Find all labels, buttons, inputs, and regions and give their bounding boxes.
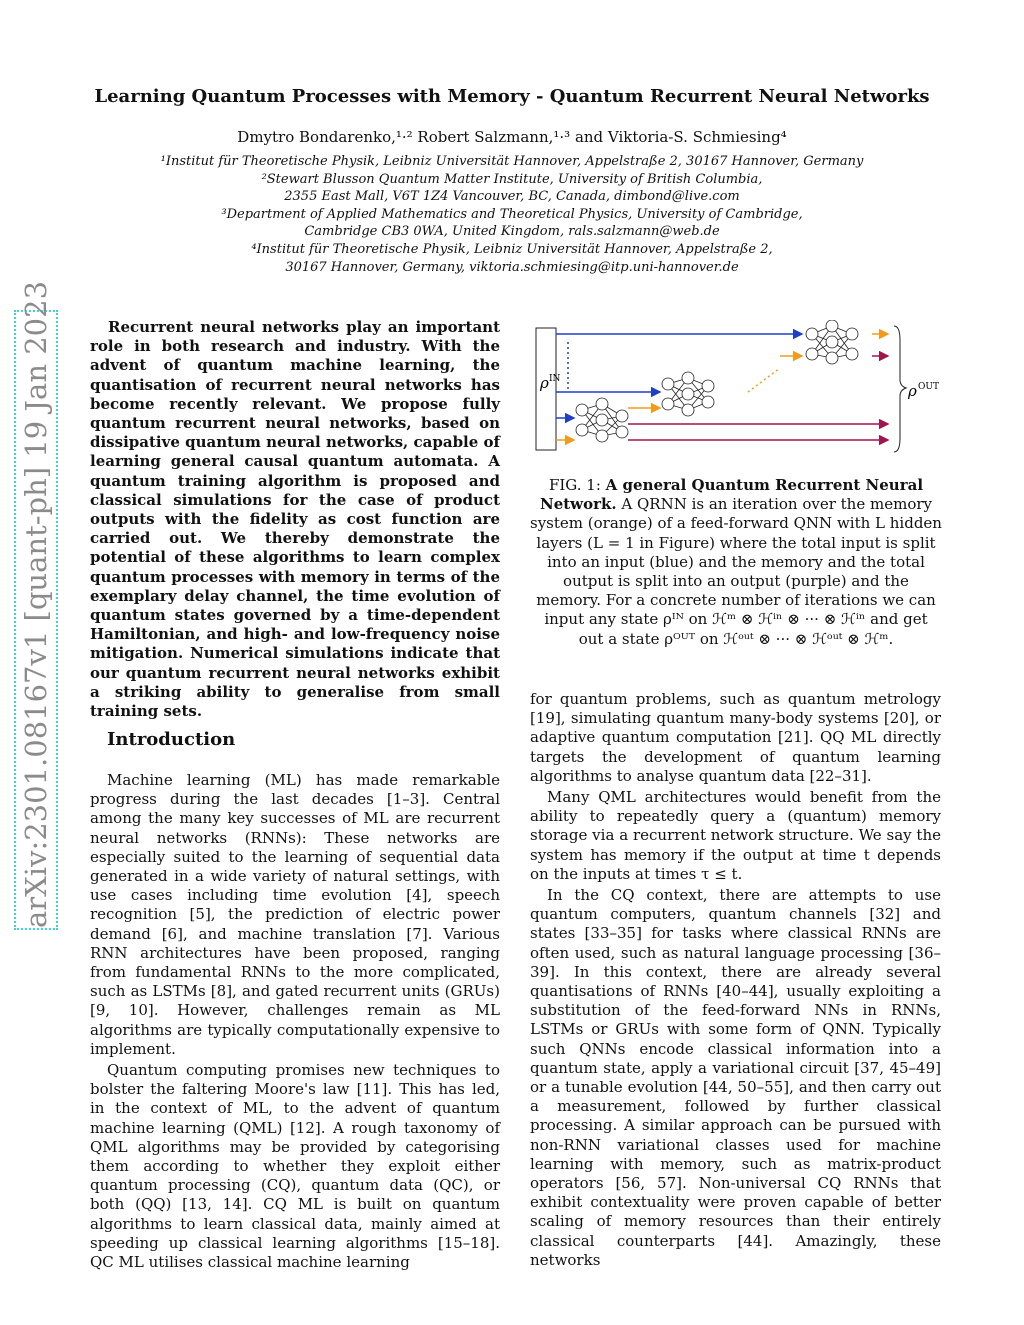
affiliation-line: Cambridge CB3 0WA, United Kingdom, rals.salzmann@web.de bbox=[304, 224, 720, 240]
qrnn-figure bbox=[532, 320, 942, 456]
right-column bbox=[530, 690, 941, 1272]
rho-in-label: ρ bbox=[540, 374, 549, 392]
left-column bbox=[90, 771, 500, 1274]
affiliation-line: 30167 Hannover, Germany, viktoria.schmiesing@itp.uni-hannover.de bbox=[285, 259, 739, 275]
paper-title: Learning Quantum Processes with Memory - Quantum Recurrent Neural Networks bbox=[94, 86, 930, 107]
affiliation-line: ³Department of Applied Mathematics and Theoretical Physics, University of Cambridge, bbox=[221, 206, 803, 222]
caption-label: FIG. 1: bbox=[548, 476, 601, 494]
rho-out-label: ρ bbox=[908, 382, 917, 400]
paragraph: Quantum computing promises new techniques to bolster the faltering Moore's law [11]. This has led, in the context of ML, to the advent of quantum machine learning (QML) [12]. A rough taxonomy of QML algorithms may be provided by categorising them according to whether they exploit either quantum processing (CQ), quantum data (QC), or both (QQ) [13, 14]. CQ ML is built on quantum algorithms to learn classical data, mainly aimed at speeding up classical learning algorithms [15–18]. QC ML utilises classical machine learning bbox=[90, 1061, 500, 1272]
memory-dots bbox=[748, 368, 780, 392]
rho-out-sup: OUT bbox=[918, 382, 939, 392]
rho-in-sup: IN bbox=[549, 374, 561, 384]
qnn-2 bbox=[662, 372, 714, 416]
figure-caption bbox=[530, 476, 942, 649]
affiliation-line: ¹Institut für Theoretische Physik, Leibniz Universität Hannover, Appelstraße 2, 30167 Hannover, Germany bbox=[160, 154, 864, 169]
abstract: Recurrent neural networks play an important role in both research and industry. With the advent of quantum machine learning, the quantisation of recurrent neural networks has become recently relevant. We propose fully quantum recurrent neural networks, based on dissipative quantum neural networks, capable of learning general causal quantum automata. A quantum training algorithm is proposed and classical simulations for the case of product outputs with the fidelity as cost function are carried out. We thereby demonstrate the potential of these algorithms to learn complex quantum processes with memory in terms of the exemplary delay channel, the time evolution of quantum states governed by a time-dependent Hamiltonian, and high- and low-frequency noise mitigation. Numerical simulations indicate that our quantum recurrent neural networks exhibit a striking ability to generalise from small training sets. bbox=[90, 318, 500, 721]
paragraph: for quantum problems, such as quantum metrology [19], simulating quantum many-body systems [20], or adaptive quantum computation [21]. QQ ML directly targets the development of quantum learning algorithms to analyse quantum data [22–31]. bbox=[530, 690, 941, 785]
section-title-introduction: Introduction bbox=[107, 729, 236, 750]
affiliations bbox=[0, 153, 1024, 276]
arxiv-stamp[interactable]: arXiv:2301.08167v1 [quant-ph] 19 Jan 2023 bbox=[14, 310, 58, 930]
caption-title: A general Quantum Recurrent Neural Network. bbox=[539, 476, 924, 514]
affiliation-line: ⁴Institut für Theoretische Physik, Leibniz Universität Hannover, Appelstraße 2, bbox=[251, 241, 773, 257]
caption-text: A QRNN is an iteration over the memory system (orange) of a feed-forward QNN with L hidden layers (L = 1 in Figure) where the total input is split into an input (blue) and the memory and the total output is split into an output (purple) and the memory. For a concrete number of iterations we can input any state ρᴵᴺ on ℋᵐ ⊗ ℋⁱⁿ ⊗ ··· ⊗ ℋⁱⁿ and get out a state ρᴼᵁᵀ on ℋᵒᵘᵗ ⊗ ··· ⊗ ℋᵒᵘᵗ ⊗ ℋᵐ. bbox=[530, 495, 942, 648]
affiliation-line: 2355 East Mall, V6T 1Z4 Vancouver, BC, Canada, dimbond@live.com bbox=[284, 189, 740, 205]
qnn-1 bbox=[576, 398, 628, 442]
author-list: Dmytro Bondarenko,¹·² Robert Salzmann,¹·³ and Viktoria-S. Schmiesing⁴ bbox=[237, 128, 787, 146]
paragraph: Many QML architectures would benefit from the ability to repeatedly query a (quantum) memory storage via a recurrent network structure. We say the system has memory if the output at time t depends on the inputs at times τ ≤ t. bbox=[530, 788, 941, 883]
paragraph: In the CQ context, there are attempts to use quantum computers, quantum channels [32] and states [33–35] for tasks where classical RNNs are often used, such as natural language processing [36–39]. In this context, there are already several quantisations of RNNs [40–44], usually exploiting a substitution of the feed-forward NNs in RNNs, LSTMs or GRUs with some form of QNN. Typically such QNNs encode classical information into a quantum state, apply a variational circuit [37, 45–49] or a tunable evolution [44, 50–55], and then carry out a measurement, followed by further classical processing. A similar approach can be pursued with non-RNN variational classes used for machine learning with memory, such as matrix-product operators [56, 57]. Non-universal CQ RNNs that exhibit contextuality were proven capable of better scaling of memory resources than their entirely classical counterparts [44]. Amazingly, these networks bbox=[530, 886, 941, 1269]
paragraph: Machine learning (ML) has made remarkable progress during the last decades [1–3]. Central among the many key successes of ML are recurrent neural networks (RNNs): These networks are especially suited to the learning of sequential data generated in a wide variety of natural settings, with use cases including time evolution [4], speech recognition [5], the prediction of electric power demand [6], and machine translation [7]. Various RNN architectures have been proposed, ranging from fundamental RNNs to the more complicated, such as LSTMs [8], and gated recurrent units (GRUs) [9, 10]. However, challenges remain as ML algorithms are typically computationally expensive to implement. bbox=[90, 771, 500, 1058]
qnn-3 bbox=[806, 320, 858, 364]
affiliation-line: ²Stewart Blusson Quantum Matter Institute, University of British Columbia, bbox=[261, 171, 763, 187]
output-brace bbox=[894, 326, 906, 452]
